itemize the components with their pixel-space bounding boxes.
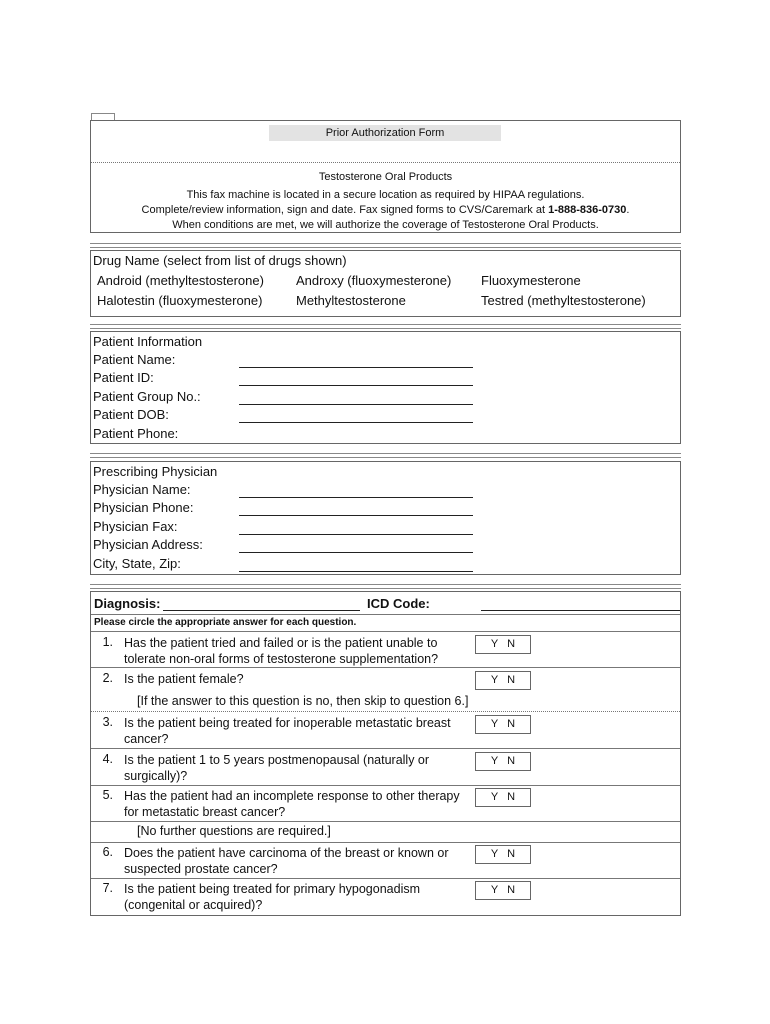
question-number: 1. [102,635,113,649]
form-title: Prior Authorization Form [269,125,501,141]
physician-name-label: Physician Name: [93,482,191,497]
patient-section-title: Patient Information [93,334,203,349]
section-separator [90,584,681,589]
fax-phone: 1-888-836-0730 [548,204,627,216]
question-number: 3. [102,715,113,729]
physician-name-field[interactable] [239,497,473,498]
header-text [91,170,680,233]
instruction-text: Please circle the appropriate answer for each question. [94,617,357,628]
section-separator [90,324,681,329]
physician-section-title: Prescribing Physician [93,464,218,479]
question-text: Has the patient tried and failed or is the patient unable to tolerate non-oral forms of testosterone supplementation? [124,636,439,666]
divider [91,842,680,843]
divider [91,821,680,822]
hipaa-notice: This fax machine is located in a secure location as required by HIPAA regulations. [186,189,585,201]
divider [91,162,680,163]
drug-option[interactable]: Methyltestosterone [296,293,406,308]
patient-phone-label: Patient Phone: [93,426,179,441]
skip-note: [If the answer to this question is no, then skip to question 6.] [137,694,469,708]
drug-section-title: Drug Name (select from list of drugs shown) [93,253,347,268]
patient-dob-label: Patient DOB: [93,407,169,422]
drug-option[interactable]: Fluoxymesterone [481,273,581,288]
question-text: Is the patient female? [124,672,244,686]
patient-group-label: Patient Group No.: [93,389,201,404]
questions-section [90,591,681,916]
yes-no-answer[interactable]: Y N [475,715,531,734]
icd-code-label: ICD Code: [367,596,430,611]
patient-section [90,331,681,444]
drug-option[interactable]: Testred (methyltestosterone) [481,293,646,308]
divider [91,614,680,615]
form-header [90,120,681,233]
city-state-zip-label: City, State, Zip: [93,556,181,571]
patient-id-label: Patient ID: [93,370,154,385]
fax-instructions: Complete/review information, sign and date. Fax signed forms to CVS/Caremark at 1-888-836-0730. [141,204,630,216]
patient-group-field[interactable] [239,404,473,405]
divider [91,667,680,668]
physician-address-label: Physician Address: [93,537,203,552]
section-separator [90,243,681,248]
physician-phone-field[interactable] [239,515,473,516]
section-separator [90,453,681,458]
drug-option[interactable]: Androxy (fluoxymesterone) [296,273,452,288]
patient-name-field[interactable] [239,367,473,368]
divider [91,748,680,749]
physician-fax-label: Physician Fax: [93,519,178,534]
question-text: Is the patient 1 to 5 years postmenopausal (naturally or surgically)? [124,753,430,783]
coverage-notice: When conditions are met, we will authorize the coverage of Testosterone Oral Products. [172,219,599,231]
question-text: Is the patient being treated for inoperable metastatic breast cancer? [124,716,451,746]
drug-section [90,250,681,317]
end-note: [No further questions are required.] [137,824,331,838]
yes-no-answer[interactable]: Y N [475,752,531,771]
drug-option[interactable]: Halotestin (fluoxymesterone) [97,293,263,308]
drug-option[interactable]: Android (methyltestosterone) [97,273,264,288]
icd-code-field[interactable] [481,610,680,611]
physician-section [90,461,681,575]
yes-no-answer[interactable]: Y N [475,788,531,807]
question-text: Does the patient have carcinoma of the breast or known or suspected prostate cancer? [124,846,449,876]
diagnosis-label: Diagnosis: [94,596,161,611]
question-text: Is the patient being treated for primary hypogonadism (congenital or acquired)? [124,882,421,912]
physician-address-field[interactable] [239,552,473,553]
question-number: 4. [102,752,113,766]
question-number: 7. [102,881,113,895]
question-number: 5. [102,788,113,802]
divider [91,711,680,712]
divider [91,785,680,786]
patient-name-label: Patient Name: [93,352,176,367]
yes-no-answer[interactable]: Y N [475,845,531,864]
yes-no-answer[interactable]: Y N [475,881,531,900]
question-text: Has the patient had an incomplete response to other therapy for metastatic breast cancer? [124,789,460,819]
yes-no-answer[interactable]: Y N [475,671,531,690]
question-number: 2. [102,671,113,685]
divider [91,878,680,879]
product-name: Testosterone Oral Products [318,171,453,183]
physician-fax-field[interactable] [239,534,473,535]
diagnosis-field[interactable] [163,610,360,611]
patient-dob-field[interactable] [239,422,473,423]
question-number: 6. [102,845,113,859]
yes-no-answer[interactable]: Y N [475,635,531,654]
physician-phone-label: Physician Phone: [93,500,194,515]
city-state-zip-field[interactable] [239,571,473,572]
divider [91,631,680,632]
patient-id-field[interactable] [239,385,473,386]
